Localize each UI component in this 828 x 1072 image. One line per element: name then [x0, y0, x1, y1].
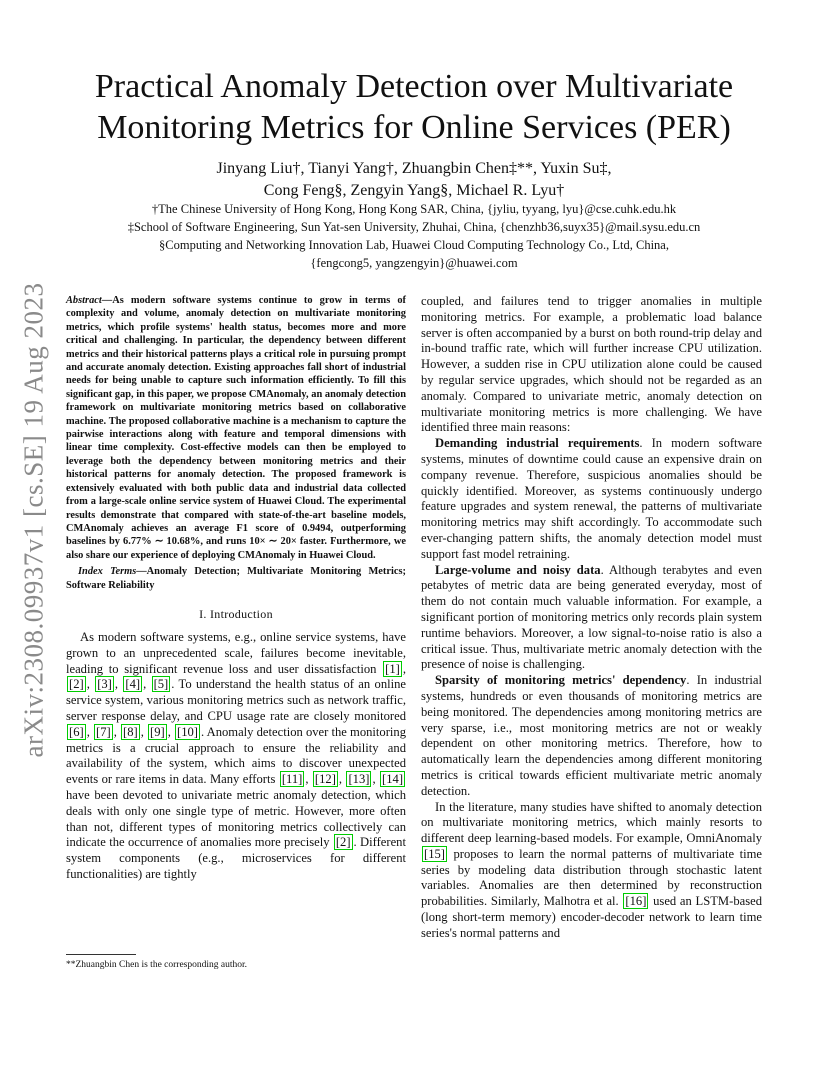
citation-link[interactable]: [2] — [335, 835, 351, 850]
affiliation-huawei: §Computing and Networking Innovation Lab, Huawei Cloud Computing Technology Co., Ltd, China, — [159, 238, 669, 252]
arxiv-id: arXiv:2308.09937v1 [cs.SE] 19 Aug 2023 — [18, 282, 49, 758]
authors-line-2: Cong Feng§, Zengyin Yang§, Michael R. Lyu† — [263, 182, 565, 199]
reason-heading: Demanding industrial requirements — [435, 436, 640, 451]
literature-paragraph — [421, 800, 762, 942]
literature-text: used an LSTM-based (long short-term memory) encoder-decoder network to learn time series's normal patterns and — [421, 894, 762, 940]
reason-heading: Large-volume and noisy data — [435, 562, 601, 577]
intro-paragraph-1: As modern software systems, e.g., online service systems, have grown to an unprecedented scale, failures become inevitable, leading to significant revenue loss and user dissatisfaction [1] , [2] , [3] , [4] , [5] . To understand the health status of an online service system, various monitoring metrics such as network traffic, server response delay, and CPU usage rate are closely monitored [6] , [7] , [8] , [9] , [10] . Anomaly detection over the monitoring metrics is a crucial approach to ensure the reliability and availability of the system, which aims to discover unexpected events or rare items in data. Many efforts [11] , [12] , [13] , [14] have been devoted to univariate metric anomaly detection, which deals with only one single type of metric. However, more often than not, different types of monitoring metrics collectively can indicate the occurrence of anomalies more precisely [2] . Different system components (e.g., microservices for different functionalities) are tightly — [66, 629, 407, 881]
reason-text: . In industrial systems, hundreds or even thousands of monitoring metrics are being monitored. The dependencies among monitoring metrics are very sparse, i.e., most monitoring metrics are not or weakly dependent on other monitoring metrics. Therefore, how to automatically learn the dependencies among different monitoring metrics is critical towards efficient multivariate metric anomaly detection. — [421, 673, 762, 798]
abstract-label: Abstract — [66, 295, 102, 306]
affiliation-huawei-emails: {fengcong5, yangzengyin}@huawei.com — [310, 256, 518, 270]
paper-title: Practical Anomaly Detection over Multivariate Monitoring Metrics for Online Services (PER) — [94, 68, 734, 146]
citation-link[interactable]: [13] — [348, 772, 370, 787]
intro-continued: coupled, and failures tend to trigger anomalies in multiple monitoring metrics. For example, a problematic load balance server is often accompanied by a burst on both round-trip delay and in-bound traffic rate, which will further increase CPU utilization. However, a sudden rise in CPU utilization alone could be caused by regular service upgrades, which should not be regarded as an anomaly. Compared to univariate metric, anomaly detection on multivariate monitoring metrics is more challenging. We have identified three main reasons: — [421, 294, 762, 435]
citation-link[interactable]: [16] — [625, 894, 647, 909]
abstract-text: —As modern software systems continue to grow in terms of complexity and volume, anomaly detection on multivariate monitoring metrics, which profile systems' health status, becomes more and more critical and challenging. In particular, the dependency between different metrics and their historical patterns plays a critical role in pursuing prompt and accurate anomaly detection. Existing approaches fall short of industrial needs for being unable to capture such information efficiently. To fill this significant gap, in this paper, we propose CMAnomaly, an anomaly detection framework on multivariate monitoring metrics based on collaborative machine. The proposed collaborative machine is a mechanism to capture the pairwise interactions along with feature and temporal dimensions with linear time complexity. Cost-effective models can then be employed to leverage both the dependency between monitoring metrics and their historical patterns for anomaly detection. The proposed framework is extensively evaluated with both public data and industrial data collected from a large-scale online service system of Huawei Cloud. The experimental results demonstrate that compared with state-of-the-art baseline models, CMAnomaly achieves an average F1 score of 0.9494, outperforming baselines by 6.77% ∼ 10.68%, and runs 10× ∼ 20× faster. Furthermore, we also share our experience of deploying CMAnomaly in Huawei Cloud. — [66, 295, 406, 561]
citation-link[interactable]: [15] — [424, 846, 445, 861]
reason-large-volume-data — [421, 563, 762, 674]
section-heading-introduction: I. Introduction — [199, 606, 273, 621]
literature-text: proposes to learn the normal patterns of multivariate time series by modeling data distribution through stochastic latent variables. Anomalies are then determined by reconstruction probabilities. Similarly, Malhotra et al. — [421, 846, 762, 909]
intro-text: . Different system components (e.g., microservices for different functionalities) are tightly — [66, 835, 406, 881]
citation-link[interactable]: [9] — [150, 724, 165, 739]
affiliation-sysu: ‡School of Software Engineering, Sun Yat-sen University, Zhuhai, China, {chenzhb36,suyx35}@mail.sysu.edu.cn — [127, 220, 701, 234]
arxiv-side-stamp — [14, 280, 54, 760]
reason-heading: Sparsity of monitoring metrics' dependency — [435, 673, 687, 688]
author-list — [60, 158, 768, 202]
citation-link[interactable]: [11] — [281, 772, 303, 787]
citation-link[interactable]: [5] — [153, 677, 169, 692]
right-column — [421, 294, 762, 942]
intro-text: have been devoted to univariate metric anomaly detection, which deals with only one single type of metric. However, more often than not, different types of monitoring metrics collectively can indicate the occurrence of anomalies more precisely — [66, 787, 406, 850]
citation-link[interactable]: [1] — [385, 661, 400, 676]
footnote-rule — [66, 954, 136, 955]
reason-text: . In modern software systems, minutes of downtime could cause an expensive drain on company revenue. Therefore, suspicious anomalies should be quickly identified. Moreover, as systems continuously undergo feature upgrades and system renewal, the patterns of multivariate monitoring metrics may shift accordingly. To accommodate such ever-changing pattern shifts, the anomaly detection model must support fast model retraining. — [421, 436, 762, 561]
affiliations — [60, 200, 768, 272]
intro-text: As modern software systems, e.g., online service systems, have grown to an unprecedented scale, failures become inevitable, leading to significant revenue loss and user dissatisfaction — [66, 629, 406, 676]
abstract — [66, 294, 406, 562]
citation-link[interactable]: [12] — [314, 772, 336, 787]
index-terms — [66, 565, 406, 592]
citation-link[interactable]: [8] — [123, 724, 138, 739]
citation-link[interactable]: [4] — [125, 677, 141, 692]
footnote-corresponding-author: **Zhuangbin Chen is the corresponding author. — [66, 960, 247, 970]
index-terms-text: —Anomaly Detection; Multivariate Monitoring Metrics; Software Reliability — [66, 566, 406, 591]
citation-link[interactable]: [3] — [97, 677, 112, 692]
citation-link[interactable]: [6] — [69, 724, 84, 739]
intro-text: . To understand the health status of an online service system, various monitoring metrics such as network traffic, server response delay, and CPU usage rate are closely monitored — [66, 677, 407, 723]
citation-link[interactable]: [10] — [177, 724, 198, 739]
left-column — [66, 294, 406, 883]
citation-link[interactable]: [7] — [96, 724, 111, 739]
authors-line-1: Jinyang Liu†, Tianyi Yang†, Zhuangbin Chen‡**, Yuxin Su‡, — [216, 160, 612, 177]
intro-text: . Anomaly detection over the monitoring metrics is a crucial approach to ensure the reliability and availability of the system, which aims to discover unexpected events or rare items in data. Many efforts — [66, 724, 407, 787]
citation-link[interactable]: [2] — [69, 677, 84, 692]
reason-demanding-requirements — [421, 436, 762, 562]
citation-link[interactable]: [14] — [382, 772, 404, 787]
reason-dependency-sparsity — [421, 673, 762, 799]
reason-text: . Although terabytes and even petabytes of metric data are being generated everyday, most of them do not contain much valuable information. For example, a significant portion of monitoring metrics only records plain system runtime behaviors. Moreover, a low signal-to-noise ratio is also a critical issue. Thus, multivariate metric anomaly detection with the presence of noise is challenging. — [421, 562, 762, 672]
index-terms-label: Index Terms — [78, 566, 137, 578]
affiliation-cuhk: †The Chinese University of Hong Kong, Hong Kong SAR, China, {jyliu, tyyang, lyu}@cse.cuhk.edu.hk — [151, 202, 677, 216]
literature-text: In the literature, many studies have shifted to anomaly detection on multivariate monitoring metrics, which mainly resorts to different deep learning-based models. For example, OmniAnomaly — [421, 799, 762, 846]
